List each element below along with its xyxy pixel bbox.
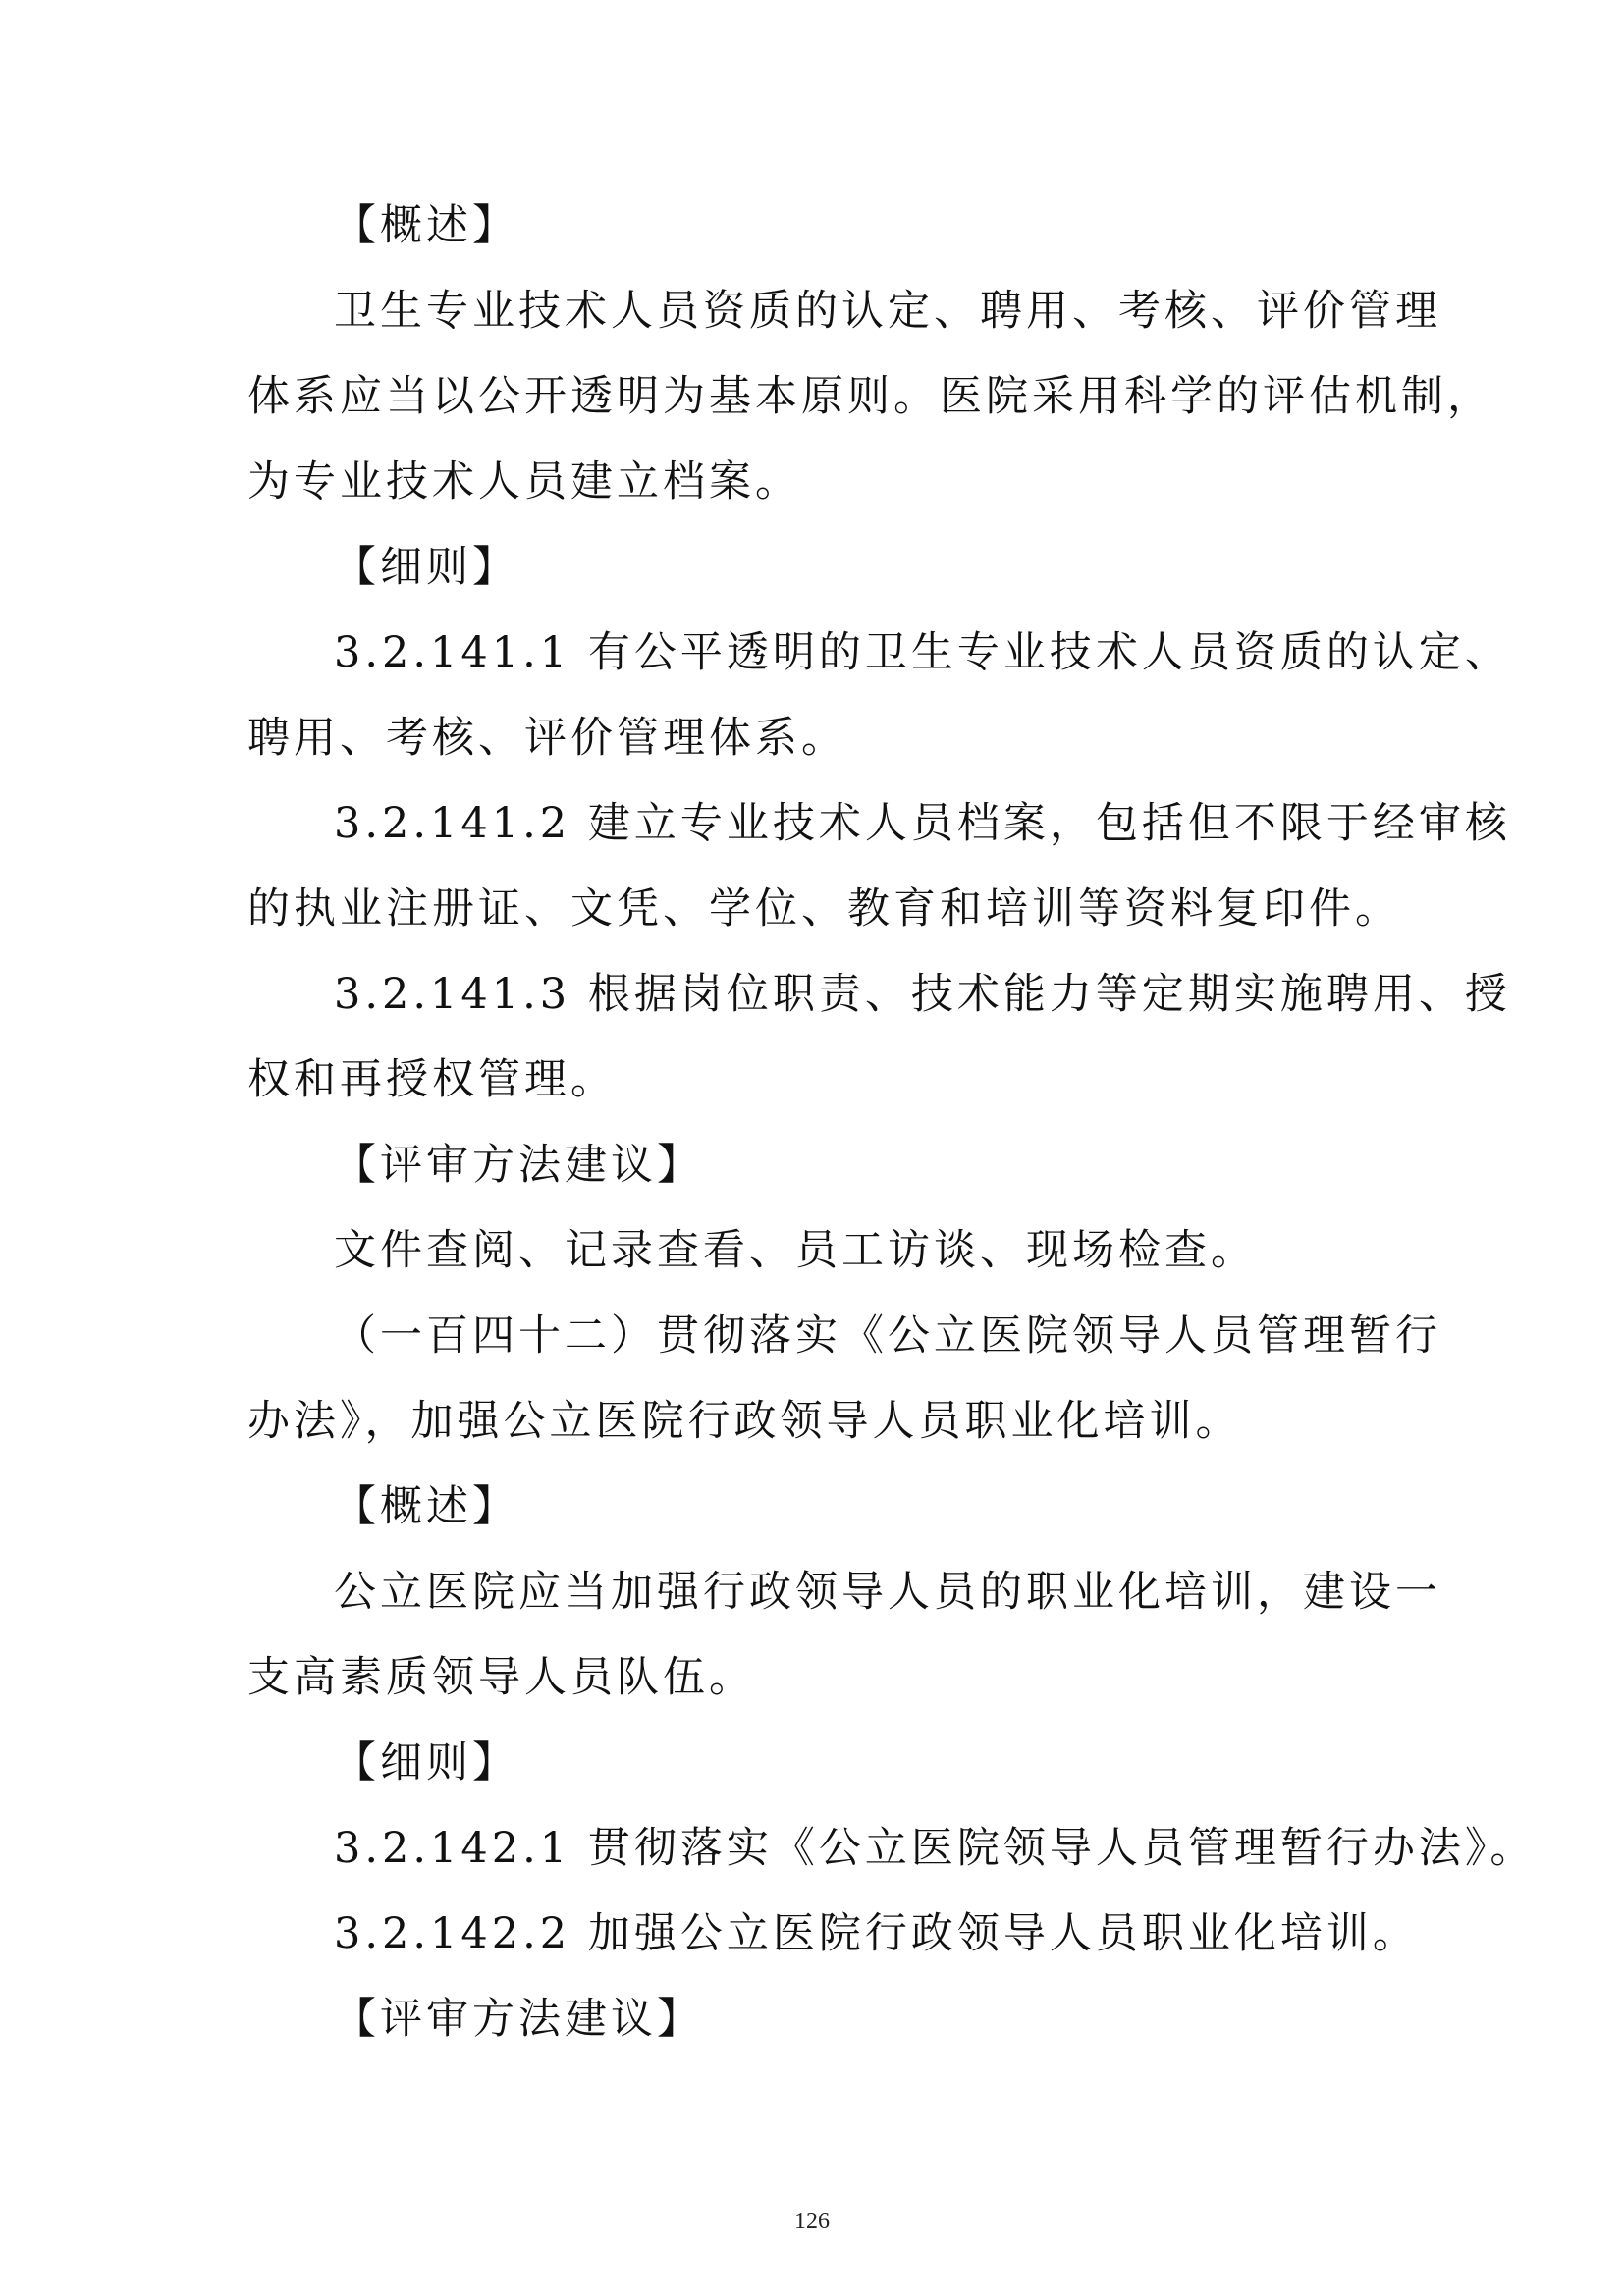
- clause-3-2-141-3: 3.2.141.3 根据岗位职责、技术能力等定期实施聘用、授: [334, 970, 1511, 1019]
- paragraph-line: 卫生专业技术人员资质的认定、聘用、考核、评价管理: [334, 287, 1441, 336]
- paragraph-line: 办法》，加强公立医院行政领导人员职业化培训。: [247, 1397, 1242, 1446]
- clause-3-2-141-2: 3.2.141.2 建立专业技术人员档案，包括但不限于经审核: [334, 799, 1511, 848]
- paragraph-line: 的执业注册证、文凭、学位、教育和培训等资料复印件。: [247, 884, 1401, 934]
- clause-3-2-141-1: 3.2.141.1 有公平透明的卫生专业技术人员资质的认定、: [334, 628, 1511, 677]
- paragraph-line: 支高素质领导人员队伍。: [247, 1653, 755, 1702]
- item-heading-142: （一百四十二）贯彻落实《公立医院领导人员管理暂行: [334, 1311, 1441, 1361]
- paragraph-line: 为专业技术人员建立档案。: [247, 457, 801, 507]
- paragraph-line: 公立医院应当加强行政领导人员的职业化培训，建设一: [334, 1568, 1441, 1617]
- paragraph-line: 聘用、考核、评价管理体系。: [247, 714, 847, 763]
- clause-3-2-142-2: 3.2.142.2 加强公立医院行政领导人员职业化培训。: [334, 1909, 1419, 1958]
- page-number: 126: [794, 2209, 830, 2234]
- section-heading-overview: 【概述】: [334, 201, 518, 250]
- clause-3-2-142-1: 3.2.142.1 贯彻落实《公立医院领导人员管理暂行办法》。: [334, 1824, 1537, 1873]
- section-heading-overview: 【概述】: [334, 1482, 518, 1531]
- paragraph-line: 权和再授权管理。: [247, 1055, 617, 1104]
- section-heading-details: 【细则】: [334, 1738, 518, 1788]
- section-heading-review-methods: 【评审方法建议】: [334, 1141, 703, 1190]
- paragraph-line: 文件查阅、记录查看、员工访谈、现场检查。: [334, 1226, 1257, 1275]
- section-heading-details: 【细则】: [334, 543, 518, 592]
- section-heading-review-methods: 【评审方法建议】: [334, 1995, 703, 2044]
- paragraph-line: 体系应当以公开透明为基本原则。医院采用科学的评估机制，: [247, 372, 1493, 421]
